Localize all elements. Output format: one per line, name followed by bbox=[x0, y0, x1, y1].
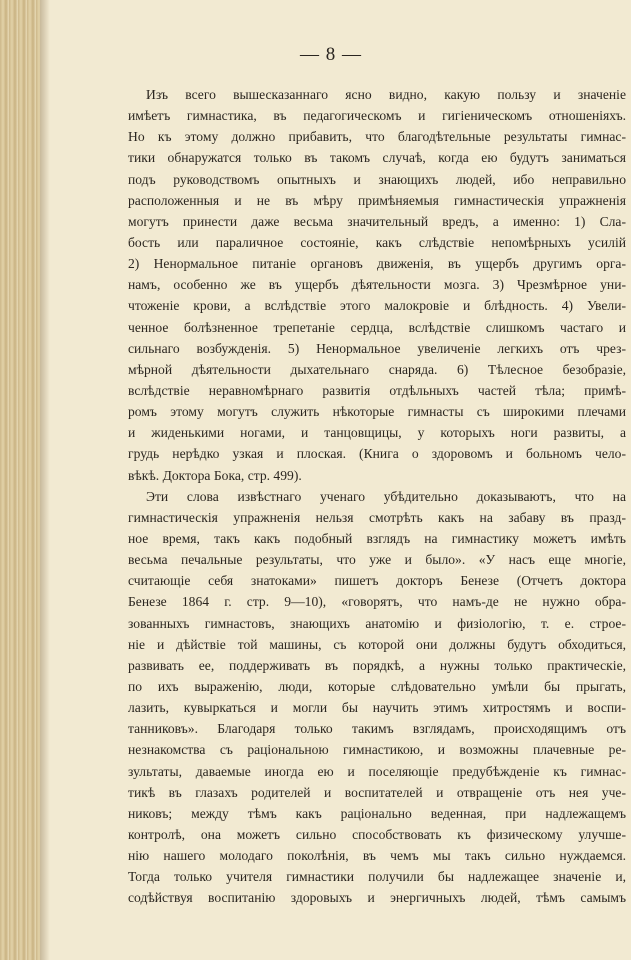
text-line: никовъ; между тѣмъ какъ раціонально веденная, при надлежащемъ bbox=[128, 805, 626, 821]
text-line: ное время, такъ какъ подобный взглядъ на гимнастику можетъ имѣть bbox=[128, 530, 626, 546]
text-line: зованныхъ гимнастовъ, знающихъ анатомію и физіологію, т. е. строе- bbox=[128, 615, 626, 631]
text-line: имѣетъ гимнастика, въ педагогическомъ и гигіеническомъ отношеніяхъ. bbox=[128, 108, 626, 124]
text-line: расположенныя и не въ мѣру примѣняемыя гимнастическія упражненія bbox=[128, 192, 626, 208]
text-line: и жиденькими ногами, и танцовщицы, у которыхъ ноги развиты, а bbox=[128, 425, 626, 441]
page-number: — 8 — bbox=[300, 44, 362, 65]
text-line: подъ руководствомъ опытныхъ и знающихъ людей, ибо неправильно bbox=[128, 171, 626, 187]
text-line: незнакомства съ раціональною гимнастикою, и возможны плачевные ре- bbox=[128, 742, 626, 758]
book-binding-edge bbox=[0, 0, 40, 960]
text-line: могутъ принести даже весьма значительный вредъ, а именно: 1) Сла- bbox=[128, 213, 626, 229]
text-line: мѣрной дѣятельности дыхательнаго снаряда. 6) Тѣлесное безобразіе, bbox=[128, 361, 626, 377]
text-line: тики обнаружатся только въ такомъ случаѣ, когда ею будутъ заниматься bbox=[128, 150, 626, 166]
text-line: намъ, особенно же въ ущербъ дѣятельности мозга. 3) Чрезмѣрное уни- bbox=[128, 277, 626, 293]
text-line: грудь нерѣдко узкая и плоская. (Книга о здоровомъ и больномъ чело- bbox=[128, 446, 626, 462]
text-line: ченное болѣзненное трепетаніе сердца, вслѣдствіе слишкомъ частаго и bbox=[128, 319, 626, 335]
text-line: Бенезе 1864 г. стр. 9—10), «говорятъ, что намъ-де не нужно обра- bbox=[128, 594, 626, 610]
text-line: весьма печальные результаты, что уже и было». «У насъ еще многіе, bbox=[128, 552, 626, 568]
text-line: нію нашего молодаго поколѣнія, въ чемъ мы такъ сильно нуждаемся. bbox=[128, 848, 626, 864]
text-line: содѣйствуя воспитанію здоровыхъ и энергичныхъ людей, тѣмъ самымъ bbox=[128, 890, 626, 906]
text-line: сильнаго возбужденія. 5) Ненормальное увеличеніе легкихъ отъ чрез- bbox=[128, 340, 626, 356]
text-line: бость или параличное состояніе, какъ слѣдствіе непомѣрныхъ усилій bbox=[128, 234, 626, 250]
text-line: танниковъ». Благодаря только такимъ взглядамъ, происходящимъ отъ bbox=[128, 721, 626, 737]
text-line: Тогда только учителя гимнастики получили бы надлежащее значеніе и, bbox=[128, 869, 626, 885]
text-line: вслѣдствіе неравномѣрнаго развитія отдѣльныхъ частей тѣла; примѣ- bbox=[128, 382, 626, 398]
text-line: тикѣ въ глазахъ родителей и воспитателей и отвращеніе отъ нея уче- bbox=[128, 784, 626, 800]
body-text bbox=[128, 84, 626, 908]
text-line: по ихъ выраженію, люди, которые слѣдовательно умѣли бы прыгать, bbox=[128, 678, 626, 694]
binding-shadow bbox=[40, 0, 50, 960]
text-line: Но къ этому должно прибавить, что благодѣтельные результаты гимнас- bbox=[128, 129, 626, 145]
text-line: Эти слова извѣстнаго ученаго убѣдительно доказываютъ, что на bbox=[146, 488, 626, 504]
text-line: чтоженіе крови, а вслѣдствіе этого малокровіе и блѣдность. 4) Увели- bbox=[128, 298, 626, 314]
text-line: вѣкѣ. Доктора Бока, стр. 499). bbox=[128, 467, 302, 483]
text-line: контролѣ, она можетъ сильно способствовать къ физическому улучше- bbox=[128, 826, 626, 842]
text-line: лазить, кувыркаться и могли бы научить этимъ хитростямъ и воспи- bbox=[128, 700, 626, 716]
text-line: ромъ этому могутъ служить нѣкоторые гимнасты съ широкими плечами bbox=[128, 404, 626, 420]
text-line: гимнастическія упражненія нельзя смотрѣть какъ на забаву въ празд- bbox=[128, 509, 626, 525]
text-line: ніе и дѣйствіе той машины, съ которой они должны будутъ обходиться, bbox=[128, 636, 626, 652]
text-line: 2) Ненормальное питаніе органовъ движенія, въ ущербъ другимъ орга- bbox=[128, 256, 626, 272]
text-line: развивать ее, поддерживать въ порядкѣ, а нужны только практическіе, bbox=[128, 657, 626, 673]
text-line: зультаты, даваемые иногда ею и поселяющіе предубѣжденіе къ гимнас- bbox=[128, 763, 626, 779]
text-line: Изъ всего вышесказаннаго ясно видно, какую пользу и значеніе bbox=[146, 87, 626, 102]
text-line: считающіе себя знатоками» пишетъ докторъ Бенезе (Отчетъ доктора bbox=[128, 573, 626, 589]
